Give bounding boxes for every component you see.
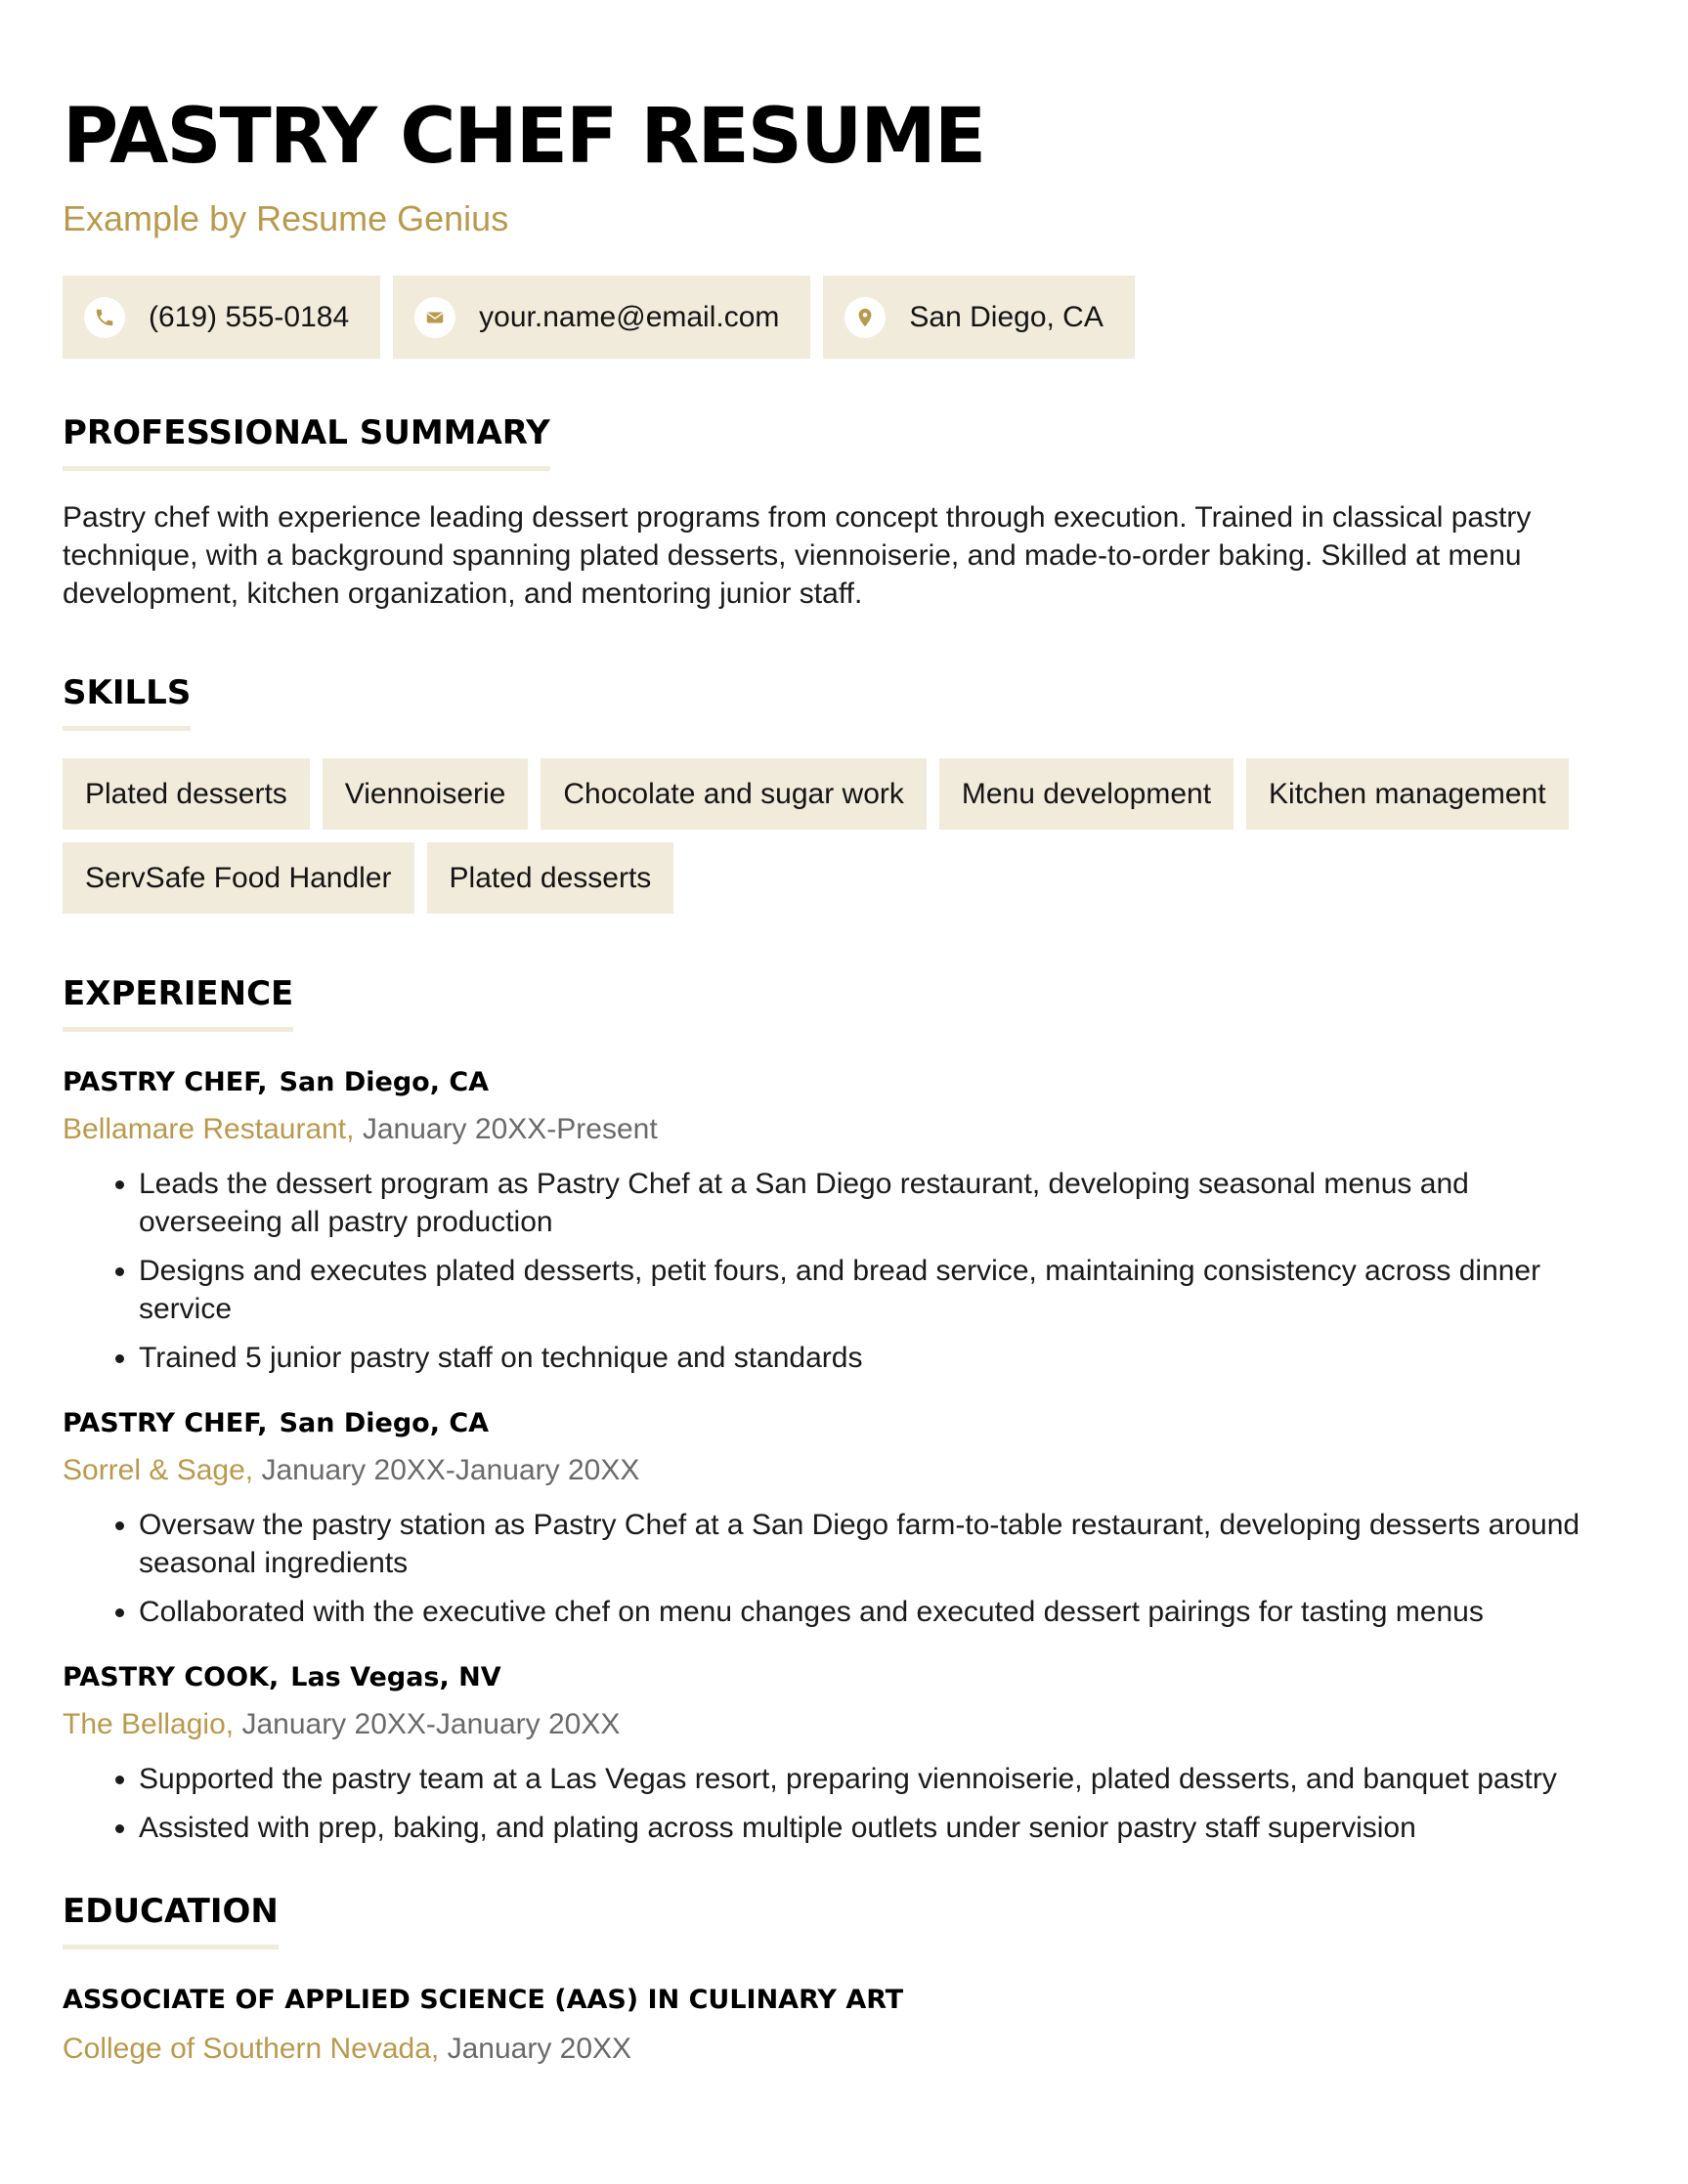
contact-email xyxy=(393,276,810,359)
job-location: San Diego, CA xyxy=(279,1408,490,1438)
job-location: San Diego, CA xyxy=(279,1067,490,1097)
job-meta xyxy=(63,1110,1626,1149)
skill-chip: Kitchen management xyxy=(1246,758,1569,830)
job-bullet: • Designs and executes plated desserts, petit fours, and bread service, maintaining consistency across dinner service xyxy=(139,1252,1607,1328)
experience-section xyxy=(63,974,1626,1847)
contact-row xyxy=(63,276,1626,359)
job-bullets xyxy=(63,1165,1607,1377)
envelope-icon xyxy=(414,297,455,338)
phone-icon xyxy=(84,297,125,338)
resume-title: PASTRY CHEF RESUME xyxy=(63,93,985,181)
degree-title: ASSOCIATE OF APPLIED SCIENCE (AAS) IN CULINARY ART xyxy=(63,1985,904,2015)
skills-list xyxy=(63,758,1626,914)
job-title-line xyxy=(63,1660,1626,1695)
education-meta xyxy=(63,2030,1626,2069)
job-bullet: • Oversaw the pastry station as Pastry Chef at a San Diego farm-to-table restaurant, developing desserts around seasonal ingredients xyxy=(139,1506,1607,1582)
job-bullets xyxy=(63,1760,1607,1847)
experience-heading: EXPERIENCE xyxy=(63,974,293,1032)
skill-chip: Menu development xyxy=(939,758,1234,830)
contact-phone xyxy=(63,276,380,359)
job-bullet: • Assisted with prep, baking, and plating across multiple outlets under senior pastry staff supervision xyxy=(139,1809,1607,1847)
job-bullet: • Leads the dessert program as Pastry Chef at a San Diego restaurant, developing seasonal menus and overseeing all pastry production xyxy=(139,1165,1607,1241)
resume-content xyxy=(63,90,1626,2069)
skill-chip: Viennoiserie xyxy=(323,758,529,830)
job-location: Las Vegas, NV xyxy=(290,1662,501,1692)
phone-text: (619) 555-0184 xyxy=(149,300,350,333)
job-title: PASTRY COOK, xyxy=(63,1662,280,1692)
job-title: PASTRY CHEF, xyxy=(63,1408,268,1438)
skill-chip: ServSafe Food Handler xyxy=(63,842,414,914)
job-company: Sorrel & Sage, xyxy=(63,1454,254,1486)
location-pin-icon xyxy=(844,297,886,338)
summary-text: Pastry chef with experience leading dessert programs from concept through execution. Trained in classical pastry technique, with a background spanning plated desserts, viennoiserie, and made-to-order baking. Skilled at menu development, kitchen organization, and mentoring junior staff. xyxy=(63,501,1532,610)
job-meta xyxy=(63,1451,1626,1490)
job-title: PASTRY CHEF, xyxy=(63,1067,268,1097)
job-entry xyxy=(63,1406,1626,1631)
skills-heading: SKILLS xyxy=(63,673,191,731)
job-title-line xyxy=(63,1406,1626,1441)
summary-section xyxy=(63,413,1626,613)
education-date: January 20XX xyxy=(447,2033,632,2065)
contact-location xyxy=(823,276,1134,359)
job-company: Bellamare Restaurant, xyxy=(63,1113,355,1145)
location-text: San Diego, CA xyxy=(909,300,1104,333)
job-bullet: • Supported the pastry team at a Las Vegas resort, preparing viennoiserie, plated desserts, and banquet pastry xyxy=(139,1760,1607,1798)
job-dates: January 20XX-Present xyxy=(362,1113,658,1145)
education-section xyxy=(63,1892,1626,2069)
job-dates: January 20XX-January 20XX xyxy=(241,1708,621,1740)
job-company: The Bellagio, xyxy=(63,1708,235,1740)
job-title-line xyxy=(63,1065,1626,1100)
job-entry xyxy=(63,1660,1626,1847)
skill-chip: Chocolate and sugar work xyxy=(541,758,927,830)
job-meta xyxy=(63,1705,1626,1744)
school-name: College of Southern Nevada, xyxy=(63,2033,440,2065)
job-entry xyxy=(63,1065,1626,1377)
skills-section xyxy=(63,673,1626,914)
job-dates: January 20XX-January 20XX xyxy=(261,1454,640,1486)
job-bullet: • Collaborated with the executive chef on menu changes and executed dessert pairings for tasting menus xyxy=(139,1593,1607,1631)
resume-subtitle: Example by Resume Genius xyxy=(63,198,509,238)
skill-chip: Plated desserts xyxy=(63,758,310,830)
education-heading: EDUCATION xyxy=(63,1892,279,1949)
skill-chip: Plated desserts xyxy=(427,842,674,914)
job-bullets xyxy=(63,1506,1607,1631)
email-text: your.name@email.com xyxy=(479,300,780,333)
job-bullet: • Trained 5 junior pastry staff on technique and standards xyxy=(139,1339,1607,1377)
summary-heading: PROFESSIONAL SUMMARY xyxy=(63,413,550,471)
